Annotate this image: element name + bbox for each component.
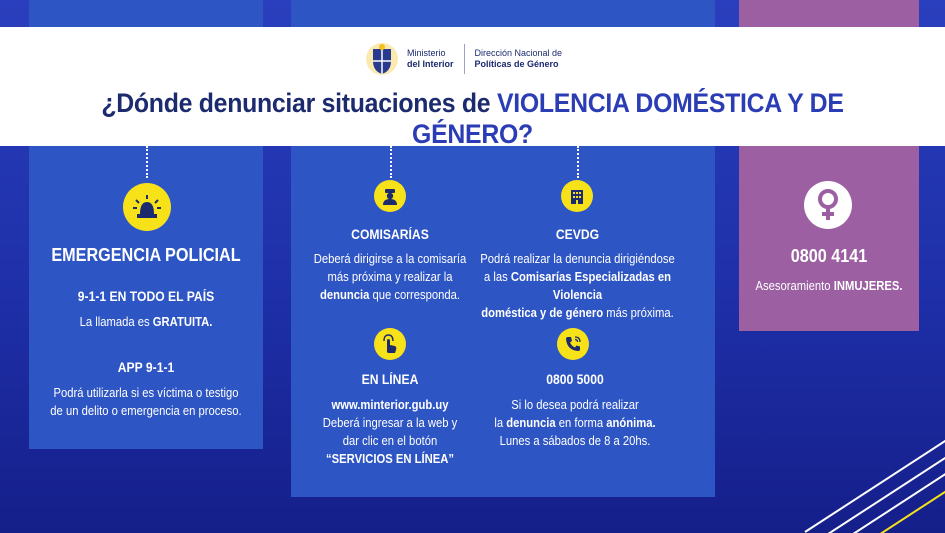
emergency-911-title: 9-1-1 EN TODO EL PAÍS bbox=[77, 289, 215, 304]
comisarias-text: Deberá dirigirse a la comisaría más próxima y realizar la denuncia que corresponda. bbox=[313, 252, 467, 302]
cevdg-text: Podrá realizar la denuncia dirigiéndose a las Comisarías Especializadas en Violencia doméstica y de género más próxima. bbox=[480, 252, 675, 320]
police-officer-icon bbox=[374, 180, 406, 212]
coat-of-arms-icon bbox=[365, 41, 399, 77]
tap-hand-icon bbox=[374, 328, 406, 360]
page-title: ¿Dónde denunciar situaciones de VIOLENCIA DOMÉSTICA Y DE GÉNERO? bbox=[101, 88, 844, 149]
connector-line bbox=[146, 146, 148, 178]
inmujeres-title: 0800 4141 bbox=[790, 246, 868, 266]
female-symbol-icon bbox=[804, 181, 852, 229]
online-text: www.minterior.gub.uy Deberá ingresar a la web y dar clic en el botón “SERVICIOS EN LÍNEA” bbox=[322, 398, 458, 466]
siren-icon bbox=[123, 183, 171, 231]
decorative-stripes bbox=[785, 413, 945, 533]
phone5000-title: 0800 5000 bbox=[546, 372, 604, 387]
online-title: EN LÍNEA bbox=[361, 372, 419, 387]
app-911-title: APP 9-1-1 bbox=[117, 360, 175, 375]
online-url[interactable]: www.minterior.gub.uy bbox=[331, 398, 449, 412]
emergency-title: EMERGENCIA POLICIAL bbox=[51, 245, 241, 265]
inmujeres-text: Asesoramiento INMUJERES. bbox=[755, 279, 903, 293]
building-icon bbox=[561, 180, 593, 212]
logos bbox=[365, 40, 562, 78]
logo-divider bbox=[464, 44, 465, 74]
connector-line bbox=[577, 146, 579, 178]
emergency-911-text: La llamada es GRATUITA. bbox=[79, 315, 213, 329]
cevdg-title: CEVDG bbox=[555, 227, 600, 242]
ministerio-logo-text: Ministerio del Interior bbox=[407, 48, 454, 69]
phone-icon bbox=[557, 328, 589, 360]
dnpg-logo-text: Dirección Nacional de Políticas de Género bbox=[474, 48, 563, 69]
phone5000-text: Si lo desea podrá realizar la denuncia en forma anónima. Lunes a sábados de 8 a 20hs. bbox=[494, 398, 656, 448]
comisarias-title: COMISARÍAS bbox=[351, 227, 429, 242]
app-911-text: Podrá utilizarla si es víctima o testigo de un delito o emergencia en proceso. bbox=[50, 386, 242, 418]
connector-line bbox=[390, 146, 392, 178]
